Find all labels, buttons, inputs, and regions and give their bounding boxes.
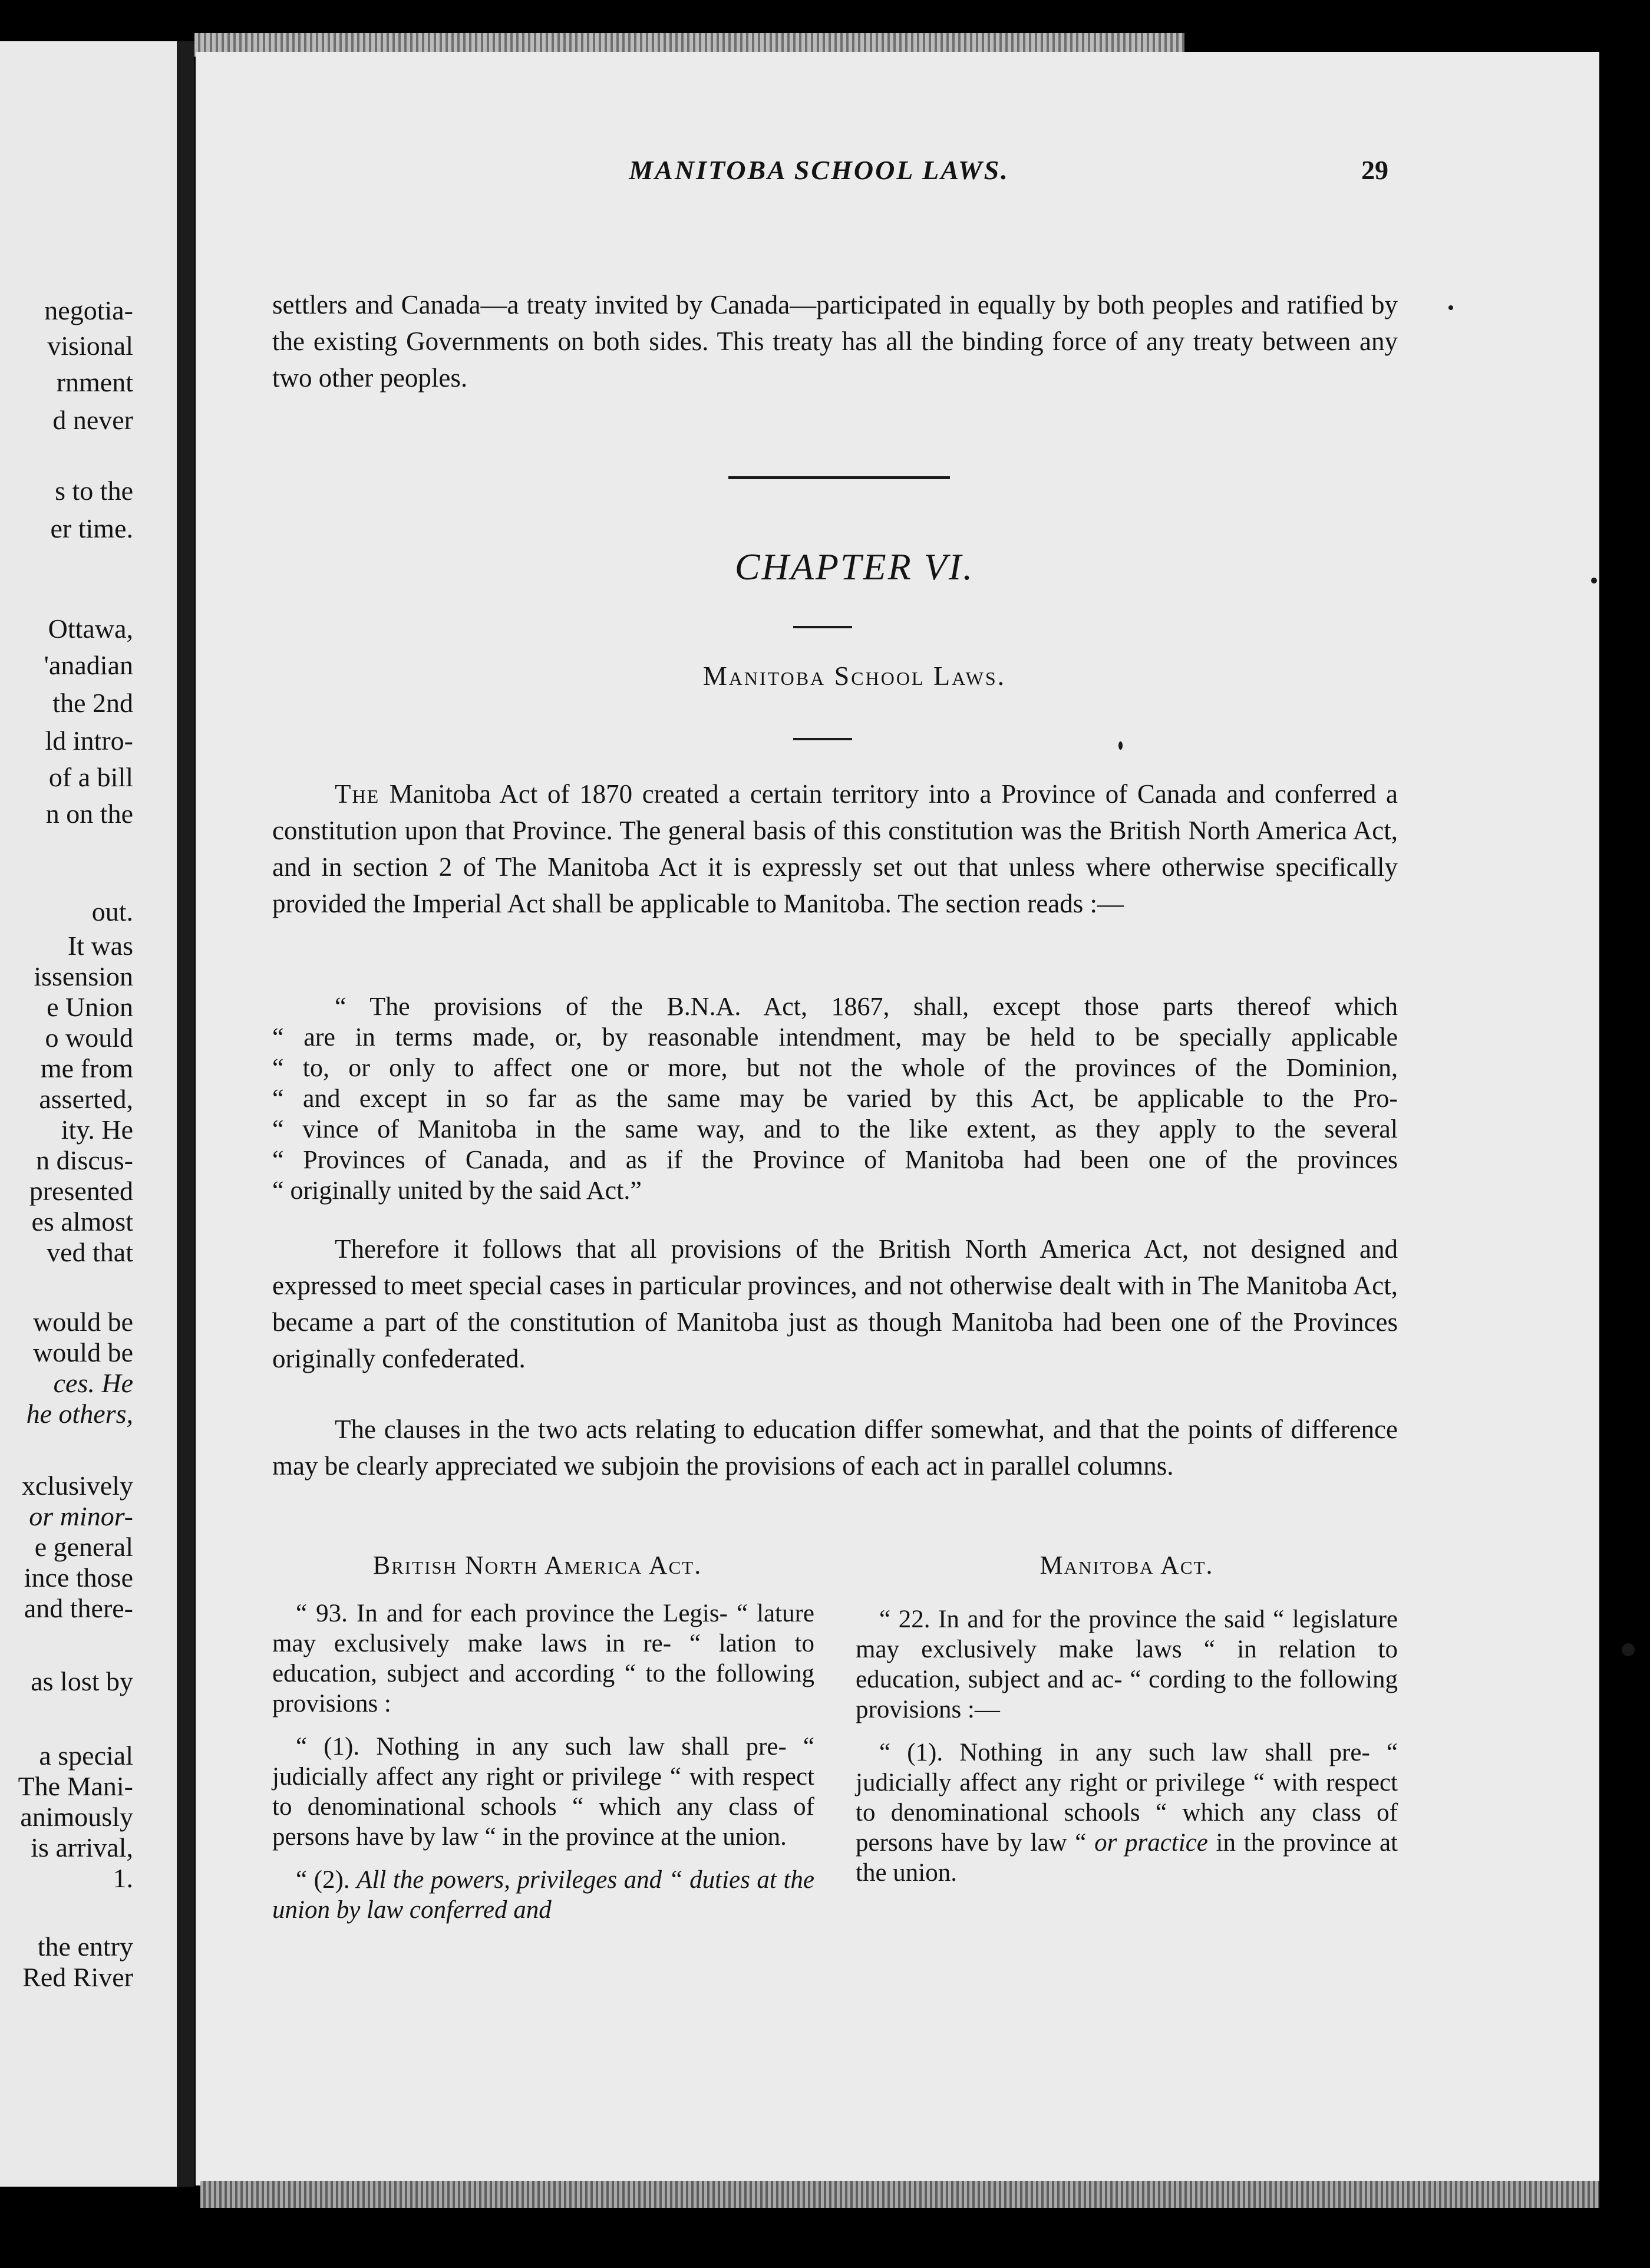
facing-page-fragment: [0, 41, 177, 2187]
facing-page-text-line: as lost by: [31, 1666, 133, 1696]
bna-subsection-1: “ (1). Nothing in any such law shall pre- “ judicially affect any right or privilege “ with respect to denominational schools “ which any class of persons have by law “ in the province at the union.: [272, 1733, 814, 1851]
facing-page-text-line: n on the: [45, 799, 133, 829]
facing-page-text-line: ince those: [24, 1562, 133, 1593]
quote-line: “ and except in so far as the same may be varied by this Act, be applicable to the Pro-: [272, 1084, 1398, 1113]
manitoba-subsection-1: [856, 1738, 1398, 1888]
facing-page-text-line: ved that: [47, 1237, 133, 1267]
right-column-heading: Manitoba Act.: [1040, 1551, 1214, 1580]
facing-page-text-line: rnment: [56, 367, 133, 397]
scan-speck: [1118, 741, 1123, 750]
facing-page-text-line: me from: [40, 1053, 133, 1083]
body-paragraph-3: The clauses in the two acts relating to education differ somewhat, and that the points of difference may be clearly appreciated we subjoin the provisions of each act in parallel columns.: [272, 1415, 1398, 1481]
facing-page-text-line: he others,: [26, 1399, 133, 1429]
quote-line: “ to, or only to affect one or more, but not the whole of the provinces of the Dominion,: [272, 1053, 1398, 1082]
quote-line: “ The provisions of the B.N.A. Act, 1867, shall, except those parts thereof which: [335, 992, 1398, 1021]
facing-page-text-line: e general: [34, 1532, 133, 1562]
facing-page-text-line: Ottawa,: [48, 614, 133, 644]
facing-page-text-line: e Union: [47, 992, 133, 1022]
quote-line: “ vince of Manitoba in the same way, and to the like extent, as they apply to the several: [272, 1115, 1398, 1143]
facing-page-text-line: animously: [20, 1802, 133, 1832]
facing-page-text-line: ity. He: [61, 1115, 133, 1145]
paragraph-text: Manitoba Act of 1870 created a certain territory into a Province of Canada and conferred a constitution upon that Province. The general basis of this constitution was the British North America Act, and in section 2 of The Manitoba Act it is expressly set out that unless where otherwise specifically provided the Imperial Act shall be applicable to Manitoba. The section reads :—: [272, 779, 1398, 918]
facing-page-text-line: 'anadian: [44, 650, 133, 680]
scan-speck: [1591, 578, 1597, 584]
facing-page-text-line: visional: [47, 331, 133, 361]
facing-page-text-line: n discus-: [36, 1145, 133, 1175]
quote-line: “ Provinces of Canada, and as if the Province of Manitoba had been one of the provinces: [272, 1145, 1398, 1174]
bna-subsection-2: [272, 1865, 814, 1925]
block-quote: [272, 991, 1398, 1206]
chapter-divider: [793, 626, 852, 628]
facing-page-text-line: Red River: [22, 1962, 133, 1992]
chapter-title: Manitoba School Laws.: [702, 661, 1006, 691]
facing-page-text-line: out.: [91, 896, 133, 927]
facing-page-text-line: would be: [33, 1307, 133, 1337]
facing-page-text-line: negotia-: [44, 295, 133, 325]
facing-page-text-line: and there-: [24, 1593, 133, 1623]
facing-page-text-line: d never: [52, 405, 133, 435]
subsection-tail: in the province at the union.: [856, 1829, 1398, 1887]
facing-page-text-line: 1.: [113, 1863, 133, 1893]
facing-page-text-line: is arrival,: [31, 1832, 133, 1862]
section-divider: [728, 476, 950, 479]
left-column-heading: British North America Act.: [372, 1551, 702, 1580]
facing-page-text-line: xclusively: [21, 1471, 133, 1501]
facing-page-text-line: of a bill: [48, 762, 133, 792]
facing-page-text-line: asserted,: [39, 1084, 133, 1114]
italic-text: All the powers, privileges and “ duties at the union by law conferred and: [272, 1866, 814, 1924]
chapter-heading: CHAPTER VI.: [734, 546, 975, 588]
body-paragraph-2: Therefore it follows that all provisions of the British North America Act, not designed and expressed to meet special cases in particular provinces, and not otherwise dealt with in The Manitoba Act, became a part of the constitution of Manitoba just as though Manitoba had been one of the Provinces originally confederated.: [272, 1234, 1398, 1373]
facing-page-text-line: the 2nd: [52, 688, 133, 718]
book-binding: [177, 41, 194, 2187]
left-column: [272, 1598, 814, 1925]
title-divider: [793, 738, 852, 740]
intro-paragraph: settlers and Canada—a treaty invited by Canada—participated in equally by both peoples and ratified by the existing Governments on both sides. This treaty has all the binding force of any treaty between any two other peoples.: [272, 290, 1398, 393]
scan-speck: [1448, 305, 1453, 310]
facing-page-text-line: The Mani-: [18, 1771, 133, 1801]
facing-page-text-line: presented: [29, 1176, 133, 1206]
italic-text: or practice: [1094, 1829, 1208, 1857]
paragraph-lead-word: The: [335, 779, 380, 809]
facing-page-text-line: or minor-: [29, 1501, 133, 1531]
manitoba-section-22: “ 22. In and for the province the said “ legislature may exclusively make laws “ in relation to education, subject and ac- “ cording to the following provisions :—: [856, 1606, 1398, 1723]
page-number: 29: [1361, 155, 1388, 185]
facing-page-text-line: It was: [67, 931, 133, 961]
facing-page-text-line: ld intro-: [45, 726, 133, 756]
page-edge-bottom: [200, 2181, 1599, 2208]
running-title: MANITOBA SCHOOL LAWS.: [629, 155, 1009, 185]
facing-page-text-line: es almost: [31, 1206, 133, 1237]
facing-page-text-line: o would: [45, 1023, 133, 1053]
scan-speck: [1622, 1643, 1635, 1656]
facing-page-text-line: ces. He: [53, 1368, 133, 1398]
facing-page-text-line: issension: [34, 961, 133, 991]
quote-line: “ originally united by the said Act.”: [272, 1176, 642, 1205]
quote-line: “ are in terms made, or, by reasonable intendment, may be held to be specially applicable: [272, 1023, 1398, 1051]
facing-page-text-line: the entry: [37, 1931, 133, 1962]
facing-page-text-line: s to the: [55, 476, 133, 506]
facing-page-text-line: would be: [33, 1337, 133, 1367]
bna-section-93: “ 93. In and for each province the Legis- “ lature may exclusively make laws in re- “ lation to education, subject and according “ to the following provisions :: [272, 1600, 814, 1718]
body-paragraph-1: [272, 776, 1398, 922]
right-column: [856, 1604, 1398, 1888]
facing-page-text-line: er time.: [50, 513, 133, 543]
subsection-text: “ (1). Nothing in any such law shall pre- “ judicially affect any right or privilege “ with respect to denominational schools “ which any class of persons have by law “: [856, 1739, 1398, 1857]
facing-page-text-line: a special: [39, 1740, 133, 1771]
subsection-number: “ (2).: [296, 1866, 357, 1894]
